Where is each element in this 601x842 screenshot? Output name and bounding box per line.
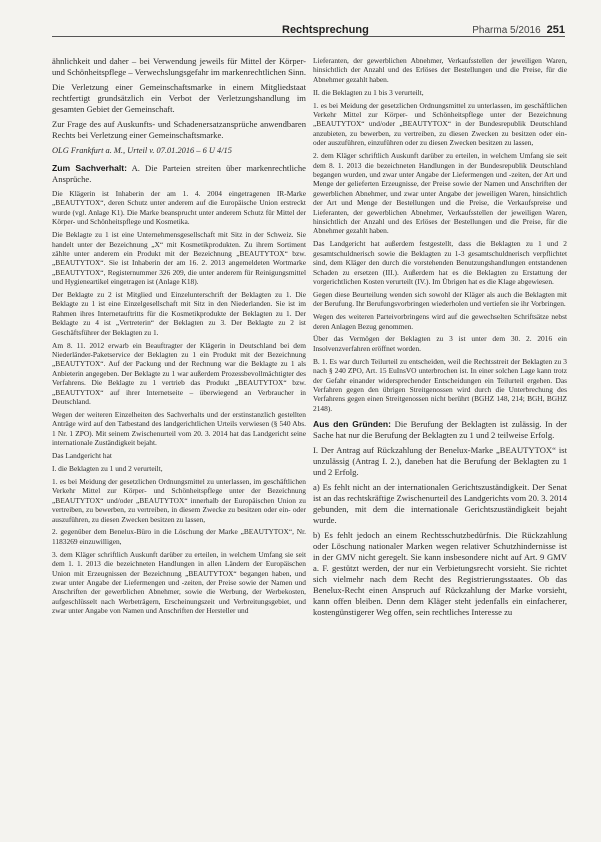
list-item: 3. dem Kläger schriftlich Auskunft darüber zu erteilen, in welchem Umfang sie seit dem 1. 1. 2013 die bezeichneten Handlungen in allen Ländern der Europäischen Union mit Erzeugnissen der Bezeichnung „BEAUTYTOX“ begangen haben, und zwar unter Angabe der Liefermengen und -zeiten, der Preise sowie der Namen und Anschriften der gewerblichen Abnehmer, sowie die Werbung, der Werbekosten, aufgeschlüsselt nach Werbeträgern, Erscheinungszeit und Verbreitungsgebiet, und zwar unter Angabe von Namen und Anschriften der Hersteller und [52,549,306,616]
gruende-text: Die Berufung der Beklagten ist zulässig. In der Sache hat nur die Berufung der Beklagten zu 1 und 2 teilweise Erfolg. [313,419,567,441]
body-paragraph: Die Klägerin ist Inhaberin der am 1. 4. 2004 eingetragenen IR-Marke „BEAUTYTOX“, deren Schutz unter anderem auf die Europäische Union erstreckt wurde (vgl. Anlage K1). Die Marke beansprucht unter anderem Schutz für Mittel der Körper- und Schönheitspflege und Kosmetika. [52,189,306,227]
list-item: 2. gegenüber dem Benelux-Büro in die Löschung der Marke „BEAUTYTOX“, Nr. 1183269 einzuwilligen, [52,527,306,546]
list-item: 1. es bei Meidung der gesetzlichen Ordnungsmittel zu unterlassen, im geschäftlichen Verkehr Mittel zur Körper- und Schönheitspflege unter der Bezeichnung „BEAUTYTOX“ und/oder „BEAUTYTOX“ innerhalb der Europäischen Union zu vertreiben, zu bewerben, zu vertreiben, in diesem Zwecke zu besitzen oder ein- oder auszuführen, zu diesen Zwecken besitzen zu lassen, [52,476,306,524]
left-column [52,56,306,828]
body-paragraph: Das Landgericht hat außerdem festgestellt, dass die Beklagten zu 1 und 2 gesamtschuldnerisch sowie die Beklagten zu 1-3 gesamtschuldnerisch verpflichtet sind, dem Kläger den durch die vorstehenden Benutzungshandlungen entstandenen Schaden zu ersetzen (III.). Außerdem hat es die Beklagten zu Erstattung der vorgerichtlichen Kosten verurteilt (IV.). Im Übrigen hat es die Klage abgewiesen. [313,239,567,286]
body-paragraph: I. Der Antrag auf Rückzahlung der Benelux-Marke „BEAUTYTOX“ ist unzulässig (Antrag I. 2.), daneben hat die Berufung der Beklagten zu 1 und 2 Erfolg. [313,445,567,478]
section-title: Rechtsprechung [272,24,379,36]
body-paragraph: Am 8. 11. 2012 erwarb ein Beauftragter der Klägerin in Deutschland bei dem Niederländer-Paketservice der Beklagten zu 1 ein Produkt mit der Bezeichnung „BEAUTYTOX“. Auf der Packung und der Rechnung war die Beklagte zu 1 als Anbieterin angegeben. Der Beklagte zu 1 war außerdem Prozessbevollmächtigter des Verfahrens. Die Beklagte zu 1 vertrieb das Produkt „BEAUTYTOX“ bzw. „BEAUTYTOX“ auf ihrer Internetseite – überwiegend an Verbraucher in Deutschland. [52,340,306,407]
page-header [52,22,565,48]
body-paragraph: Lieferanten, der gewerblichen Abnehmer, Verkaufsstellen der jeweiligen Waren, hinsichtlich der Anzahl und des Erlöses der Bestellungen und die Preise, für die Abnehmer gezahlt haben. [313,56,567,84]
body-paragraph: a) Es fehlt nicht an der internationalen Gerichtszuständigkeit. Der Senat ist an das rechtskräftige Zwischenurteil des Landgerichts vom 20. 3. 2014 gebunden, mit dem die internationale Gerichtszuständigkeit bejaht wurde. [313,482,567,526]
body-paragraph: Wegen der weiteren Einzelheiten des Sachverhalts und der erstinstanzlich gestellten Anträge wird auf den Tatbestand des landgerichtlichen Urteils verwiesen (§ 540 Abs. 1 Nr. 1 ZPO). Mit seinem Zwischenurteil vom 20. 3. 2014 hat das Landgericht seine internationale Zuständigkeit bejaht. [52,409,306,448]
gruende-paragraph [313,419,567,441]
sachverhalt-heading: Zum Sachverhalt: [52,163,128,173]
case-citation: OLG Frankfurt a. M., Urteil v. 07.01.2016 – 6 U 4/15 [52,146,232,155]
page-number: 251 [546,24,565,36]
body-paragraph: Die Beklagte zu 1 ist eine Unternehmensgesellschaft mit Sitz in der Schweiz. Sie handelt unter der Bezeichnung „X“ mit Kosmetikprodukten. Zu ihrem Sortiment zählte unter anderem ein Produkt mit der Bezeichnung „BEAUTYTOX“ bzw. „BEAUTYTOX“. Sie ist Inhaberin der am 16. 2. 2013 angemeldeten Wortmarke „BEAUTYTOX“, Registernummer 326 209, die unter anderem für Reinigungsmittel und Hygieneartikel eingetragen ist (Anlage K18). [52,230,306,287]
sachverhalt-text: A. Die Parteien streiten über markenrechtliche Ansprüche. [52,163,306,184]
body-paragraph: Gegen diese Beurteilung wenden sich sowohl der Kläger als auch die Beklagten mit der Berufung. Ihr Berufungsvorbringen wiederholen und vertiefen sie ihr Vorbringen. [313,289,567,309]
body-paragraph: Über das Vermögen der Beklagten zu 3 ist unter dem 30. 2. 2016 ein Insolvenzverfahren eröffnet worden. [313,334,567,353]
right-column [313,56,567,828]
sachverhalt-paragraph [52,163,306,185]
headnote-2: Die Verletzung einer Gemeinschaftsmarke in einem Mitgliedstaat rechtfertigt grundsätzlich ein Verbot der Verletzungshandlung im gesamten Gebiet der Gemeinschaft. [52,82,306,114]
body-paragraph: I. die Beklagten zu 1 und 2 verurteilt, [52,463,163,473]
body-paragraph: Wegen des weiteren Parteivorbringens wird auf die gewechselten Schriftsätze nebst deren Anlagen Bezug genommen. [313,312,567,331]
issue-label: Pharma 5/2016 [472,25,541,36]
body-paragraph: B. 1. Es war durch Teilurteil zu entscheiden, weil die Rechtsstreit der Beklagten zu 3 nach § 240 ZPO, Art. 15 EuInsVO unterbrochen ist. In einer solchen Lage kann trotz der Gefahr einander widersprechender Entscheidungen ein Teilurteil ergehen. Das Verfahren gegen den übrigen Streitgenossen wird durch die Unterbrechung des Verfahrens gegen einen Streitgenossen nicht berührt (BGHZ 148, 214; BGH, BGHZ 2148). [313,356,567,413]
body-paragraph: Der Beklagte zu 2 ist Mitglied und Einzelunterschrift der Beklagten zu 1. Die Beklagte zu 1 ist eine Einzelgesellschaft mit Sitz in den Niederlanden. Sie ist im Rahmen ihres Internetauftritts für die Kosmetikprodukte der Beklagten zu 1. Der Beklagte zu 4 ist „Vertreterin“ der Beklagten zu 3. Der Beklagte zu 2 ist Geschäftsführer der Beklagten zu 1. [52,290,306,337]
headnote-3: Zur Frage des auf Auskunfts- und Schadenersatzansprüche anwendbaren Rechts bei Verletzung einer Gemeinschaftsmarke. [52,119,306,140]
issue-info [466,24,565,36]
headnote-1: ähnlichkeit und daher – bei Verwendung jeweils für Mittel der Körper- und Schönheitspflege – Verwechslungsgefahr im markenrechtlichen Sinn. [52,56,306,77]
header-rule [52,36,565,37]
body-paragraph: II. die Beklagten zu 1 bis 3 verurteilt, [313,87,424,97]
body-paragraph: b) Es fehlt jedoch an einem Rechtsschutzbedürfnis. Die Rückzahlung oder Löschung nationaler Marken wegen relativer Schutzhindernisse ist in der GMV nicht geregelt. Sie kann insbesondere nicht auf Art. 9 GMV a. F. gestützt werden, der nur ein Verbietungsrecht vorsieht. Sie richtet sich vielmehr nach dem Recht des Registrierungsstaates. Ob das Benelux-Recht einen Anspruch auf Rückzahlung der Marke vorsieht, kann offen bleiben. Denn dem Kläger steht jedenfalls ein einfacherer, kostengünstigerer Weg offen, sein rechtliches Interesse zu [313,530,567,618]
list-item: 1. es bei Meidung der gesetzlichen Ordnungsmittel zu unterlassen, im geschäftlichen Verkehr Mittel zur Körper- und Schönheitspflege unter der Bezeichnung „BEAUTYTOX“ und/oder „BEAUTYTOX“ in der Bundesrepublik Deutschland anzubieten, zu bewerben, zu vertreiben, zu diesen Zwecken zu besitzen oder ein- oder auszuführen, einzuführen oder zu diesen Zwecken besitzen zu lassen, [313,100,567,148]
list-item: 2. dem Kläger schriftlich Auskunft darüber zu erteilen, in welchem Umfang sie seit dem 8. 1. 2013 die bezeichneten Handlungen in der Bundesrepublik Deutschland begangen wurden, und zwar unter Angabe der Liefermengen und -zeiten, der Art und Menge der gelieferten Erzeugnisse, der Preise sowie der Namen und Anschriften der gewerblichen Abnehmer, und zwar unter Angabe der jeweiligen Waren, hinsichtlich der Art und Menge der Bestellungen und die Preise, die Verkaufspreise und Lieferanten, der gewerblichen Abnehmer, Verkaufsstellen der jeweiligen Waren, hinsichtlich der Anzahl und des Erlöses der Bestellungen und die Preise, für die Abnehmer gezahlt haben. [313,151,567,236]
gruende-heading: Aus den Gründen: [313,419,391,430]
body-paragraph: Das Landgericht hat [52,451,112,461]
